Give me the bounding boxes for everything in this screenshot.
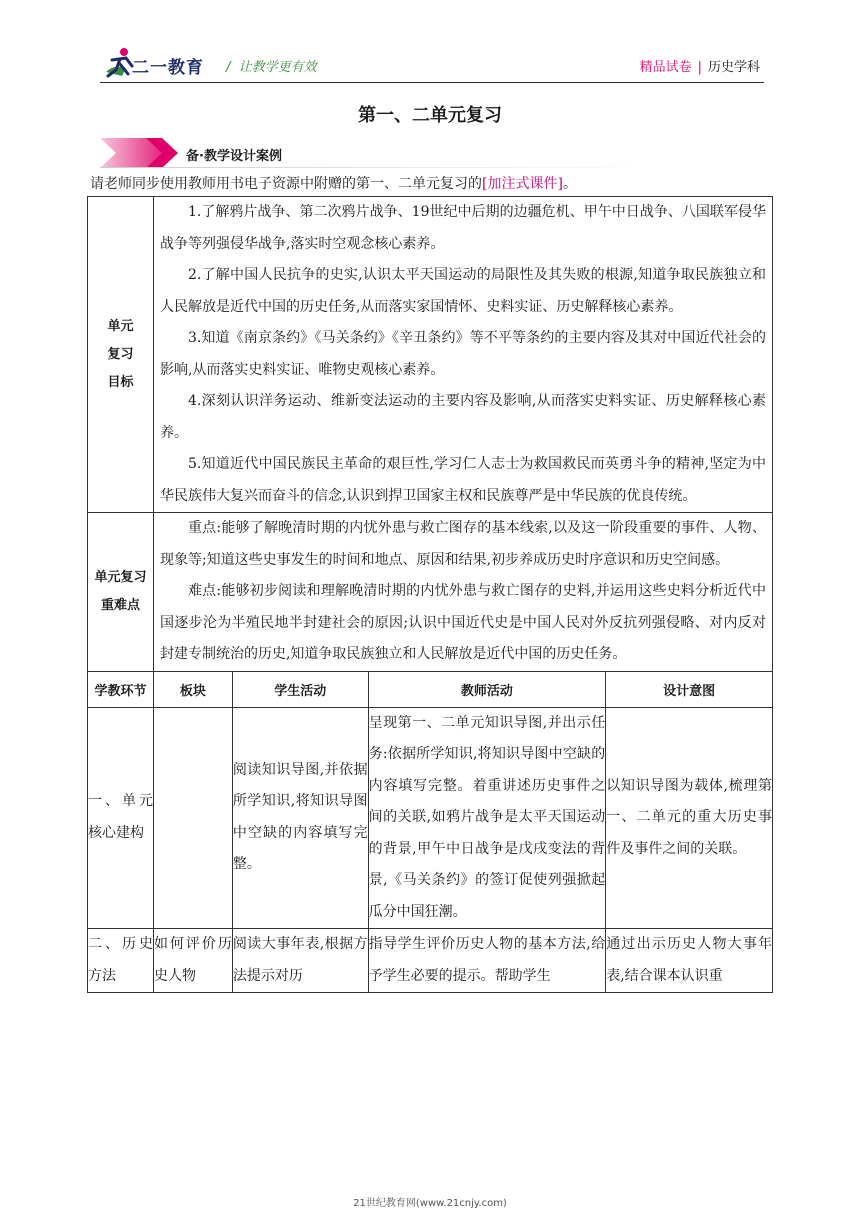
col-teacher: 教师活动 [368, 671, 606, 707]
banner-label: 备·教学设计案例 [186, 149, 282, 164]
table-row [88, 929, 773, 993]
block-cell: 如何评价历史人物 [153, 929, 232, 993]
keypoints-row [88, 513, 773, 672]
goal-item: 4.深刻认识洋务运动、维新变法运动的主要内容及影响,从而落实史料实证、历史解释核心素养。 [159, 393, 766, 441]
courseware-link[interactable]: [加注式课件] [482, 176, 563, 192]
student-cell: 阅读大事年表,根据方法提示对历 [232, 929, 368, 993]
page-title: 第一、二单元复习 [358, 105, 502, 126]
col-student: 学生活动 [232, 671, 368, 707]
block-cell [153, 707, 232, 929]
intent-cell: 通过出示历史人物大事年表,结合课本认识重 [606, 929, 773, 993]
keypoint-item: 重点:能够了解晚清时期的内忧外患与救亡图存的基本线索,以及这一阶段重要的事件、人物、现象等;知道这些史事发生的时间和地点、原因和结果,初步养成历史时序意识和历史空间感。 [159, 520, 766, 568]
col-block: 板块 [153, 671, 232, 707]
header-subject-name: 历史学科 [707, 60, 760, 75]
page-footer: 21世纪教育网(www.21cnjy.com) [353, 1198, 507, 1209]
header-separator: | [697, 60, 702, 75]
goal-item: 2.了解中国人民抗争的史实,认识太平天国运动的局限性及其失败的根源,知道争取民族独立和人民解放是近代中国的历史任务,从而落实家国情怀、史料实证、历史解释核心素养。 [159, 267, 766, 315]
keypoint-item: 难点:能够初步阅读和理解晚清时期的内忧外患与救亡图存的史料,并运用这些史料分析近代中国逐步沦为半殖民地半封建社会的原因;认识中国近代史是中国人民对外反抗列强侵略、对内反对封建专制统治的历史,知道争取民族独立和人民解放是近代中国的历史任务。 [159, 583, 766, 662]
goal-item: 3.知道《南京条约》《马关条约》《辛丑条约》等不平等条约的主要内容及其对中国近代社会的影响,从而落实史料实证、唯物史观核心素养。 [159, 330, 766, 378]
goals-row [88, 197, 773, 513]
banner-arrow-icon [100, 138, 660, 168]
student-cell: 阅读知识导图,并依据所学知识,将知识导图中空缺的内容填写完整。 [232, 707, 368, 929]
teacher-cell: 呈现第一、二单元知识导图,并出示任务:依据所学知识,将知识导图中空缺的内容填写完整。着重讲述历史事件之间的关联,如鸦片战争是太平天国运动的背景,甲午中日战争是戊戌变法的背景,《马关条约》的签订促使列强掀起瓜分中国狂潮。 [368, 707, 606, 929]
section-banner [100, 138, 660, 168]
stage-cell: 二、历史方法 [88, 929, 154, 993]
table-row [88, 707, 773, 929]
intent-cell: 以知识导图为载体,梳理第一、二单元的重大历史事件及事件之间的关联。 [606, 707, 773, 929]
stage-cell: 一、单元核心建构 [88, 707, 154, 929]
logo-text: 二一教育 [132, 58, 204, 78]
header-divider [100, 82, 764, 83]
keypoints-label: 单元复习重难点 [88, 513, 154, 672]
goals-label: 单元复习目标 [88, 197, 154, 513]
goal-item: 5.知道近代中国民族民主革命的艰巨性,学习仁人志士为救国救民而英勇斗争的精神,坚定为中华民族伟大复兴而奋斗的信念,认识到捍卫国家主权和民族尊严是中华民族的优良传统。 [159, 456, 766, 504]
header-category: 精品试卷 [639, 60, 692, 75]
intro-text: 请老师同步使用教师用书电子资源中附赠的第一、二单元复习的[加注式课件]。 [90, 176, 577, 192]
keypoints-content [153, 513, 772, 672]
col-intent: 设计意图 [606, 671, 773, 707]
slogan: / 让教学更有效 [226, 60, 317, 75]
page-header [100, 46, 760, 82]
logo [104, 46, 224, 80]
goals-content [153, 197, 772, 513]
header-subject [640, 56, 760, 75]
col-stage: 学教环节 [88, 671, 154, 707]
teacher-cell: 指导学生评价历史人物的基本方法,给予学生必要的提示。帮助学生 [368, 929, 606, 993]
column-header-row [88, 671, 773, 707]
goal-item: 1.了解鸦片战争、第二次鸦片战争、19世纪中后期的边疆危机、甲午中日战争、八国联军侵华战争等列强侵华战争,落实时空观念核心素养。 [159, 204, 766, 252]
lesson-plan-table [87, 196, 773, 993]
